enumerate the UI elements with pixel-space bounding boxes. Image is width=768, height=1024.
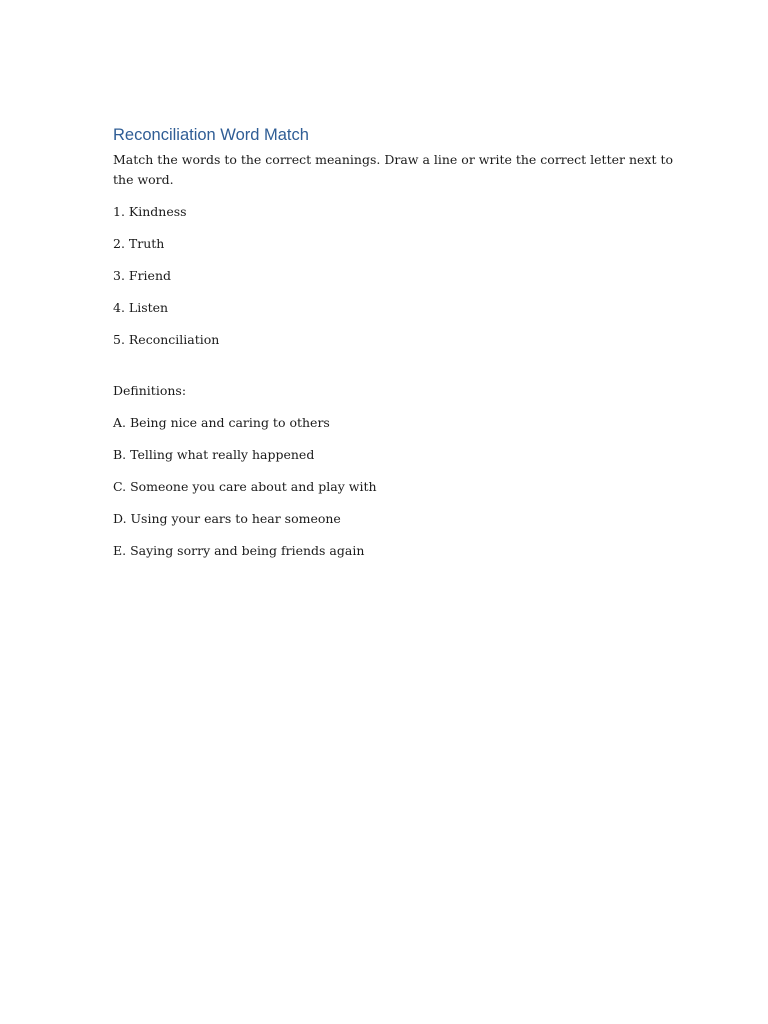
definitions-heading: Definitions: [113, 383, 187, 398]
word-item: 3. Friend [113, 268, 171, 283]
word-item: 2. Truth [113, 236, 165, 251]
word-item: 4. Listen [113, 300, 169, 315]
definition-item: B. Telling what really happened [113, 447, 315, 462]
document-content [113, 124, 673, 573]
word-list [113, 202, 673, 350]
word-item: 5. Reconciliation [113, 332, 220, 347]
section-spacer [113, 362, 673, 381]
definition-item: C. Someone you care about and play with [113, 479, 377, 494]
word-item: 1. Kindness [113, 204, 187, 219]
definition-list [113, 413, 673, 561]
instructions-text: Match the words to the correct meanings. Draw a line or write the correct letter next to the word. [113, 152, 673, 187]
definition-item: E. Saying sorry and being friends again [113, 543, 365, 558]
definition-item: A. Being nice and caring to others [113, 415, 330, 430]
definition-item: D. Using your ears to hear someone [113, 511, 341, 526]
worksheet-title: Reconciliation Word Match [113, 126, 309, 144]
